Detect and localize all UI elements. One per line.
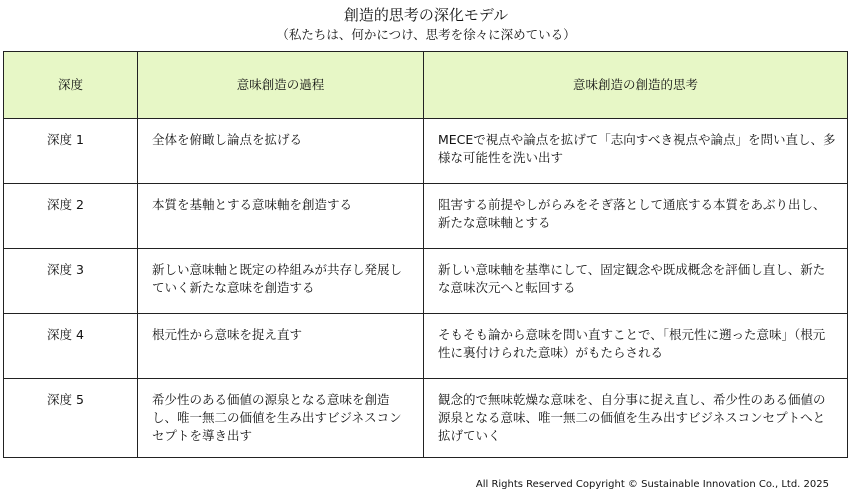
page-subtitle: （私たちは、何かにつけ、思考を徐々に深めている） — [276, 27, 576, 42]
process-cell: 希少性のある価値の源泉となる意味を創造し、唯一無二の価値を生み出すビジネスコンセプトを導き出す — [138, 379, 424, 458]
header-thinking: 意味創造の創造的思考 — [424, 52, 848, 119]
thinking-cell: 観念的で無味乾燥な意味を、自分事に捉え直し、希少性のある価値の源泉となる意味、唯一無二の価値を生み出すビジネスコンセプトへと拡げていく — [424, 379, 848, 458]
thinking-cell: そもそも論から意味を問い直すことで、「根元性に遡った意味」（根元性に裏付けられた意味）がもたらされる — [424, 314, 848, 379]
depth-cell: 深度 3 — [4, 249, 138, 314]
process-cell: 本質を基軸とする意味軸を創造する — [138, 184, 424, 249]
thinking-cell: 阻害する前提やしがらみをそぎ落として通底する本質をあぶり出し、新たな意味軸とする — [424, 184, 848, 249]
header-depth: 深度 — [4, 52, 138, 119]
table-row — [4, 119, 848, 184]
depth-cell: 深度 1 — [4, 119, 138, 184]
copyright-footer: All Rights Reserved Copyright © Sustainable Innovation Co., Ltd. 2025 — [475, 479, 829, 490]
table-row — [4, 249, 848, 314]
thinking-cell: MECEで視点や論点を拡げて「志向すべき視点や論点」を問い直し、多様な可能性を洗い出す — [424, 119, 848, 184]
table-row — [4, 379, 848, 458]
table-header-row — [4, 52, 848, 119]
thinking-cell: 新しい意味軸を基準にして、固定観念や既成概念を評価し直し、新たな意味次元へと転回する — [424, 249, 848, 314]
depth-cell: 深度 5 — [4, 379, 138, 458]
table-row — [4, 314, 848, 379]
depth-cell: 深度 2 — [4, 184, 138, 249]
page-title: 創造的思考の深化モデル — [343, 6, 509, 24]
process-cell: 新しい意味軸と既定の枠組みが共存し発展していく新たな意味を創造する — [138, 249, 424, 314]
process-cell: 全体を俯瞰し論点を拡げる — [138, 119, 424, 184]
process-cell: 根元性から意味を捉え直す — [138, 314, 424, 379]
depth-model-table — [3, 51, 848, 458]
header-process: 意味創造の過程 — [138, 52, 424, 119]
table-row — [4, 184, 848, 249]
depth-cell: 深度 4 — [4, 314, 138, 379]
